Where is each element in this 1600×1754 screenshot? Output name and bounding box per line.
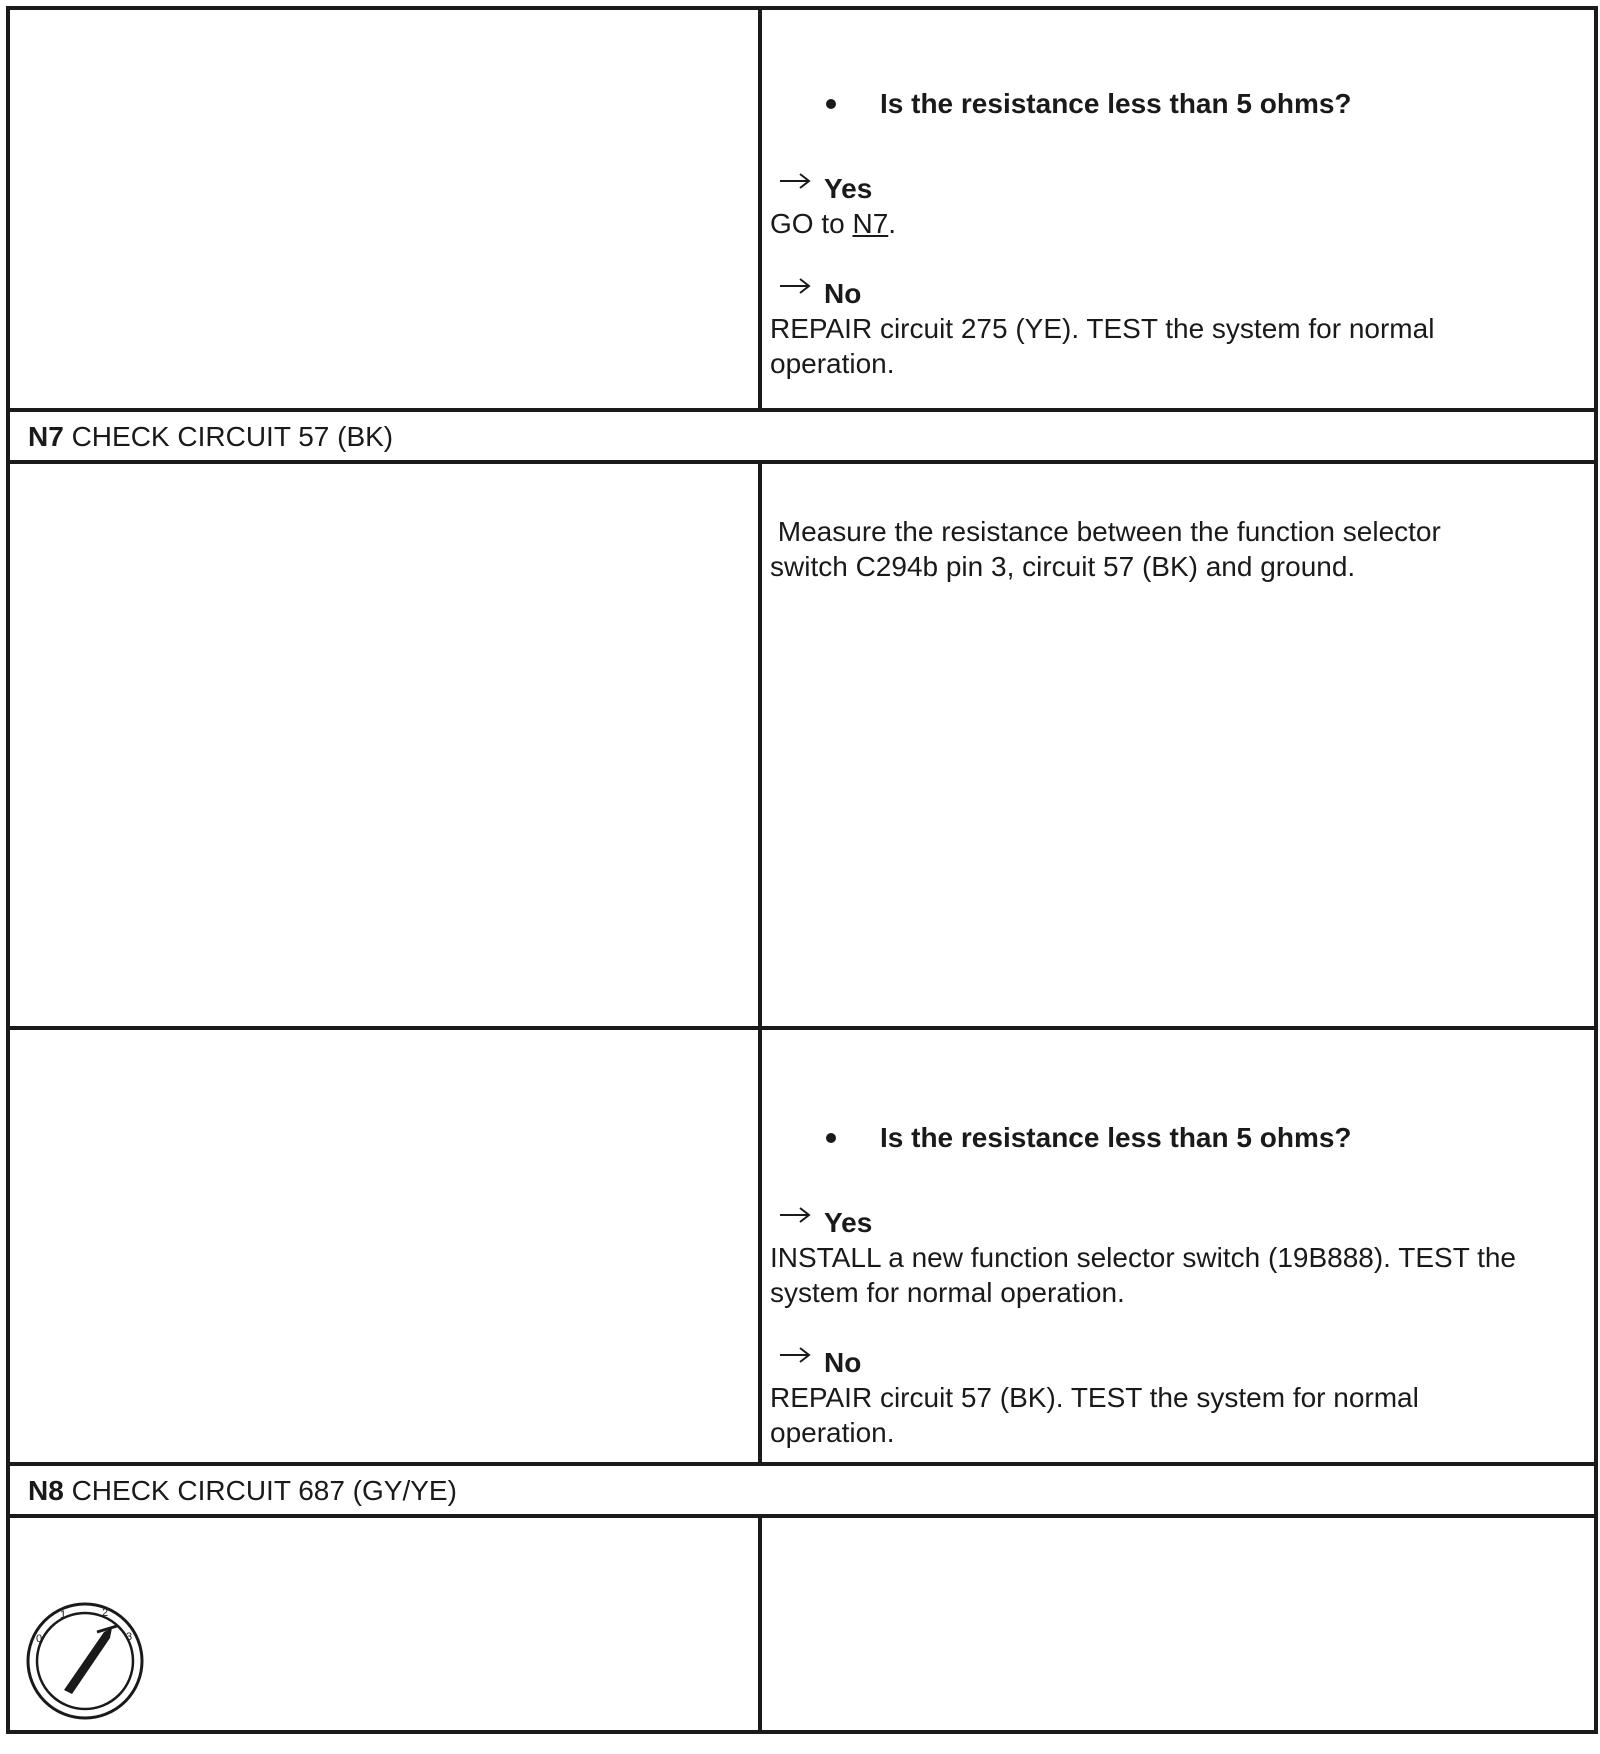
- dial-position-1: 1: [60, 1609, 67, 1621]
- illustration-cell: [8, 8, 760, 410]
- arrow-right-icon: [778, 276, 814, 296]
- no-answer-label: No: [770, 276, 1586, 311]
- instruction-cell: [760, 1028, 1596, 1464]
- bullet-icon: [826, 99, 836, 109]
- illustration-cell: [8, 1028, 760, 1464]
- instruction-cell: [760, 8, 1596, 410]
- question-item: [770, 86, 1586, 121]
- arrow-right-icon: [778, 1205, 814, 1225]
- yes-answer-label: Yes: [770, 1205, 1586, 1240]
- step-header-row: [8, 410, 1596, 462]
- no-answer-label: No: [770, 1345, 1586, 1380]
- dial-position-2: 2: [102, 1607, 109, 1619]
- yes-answer-label: Yes: [770, 171, 1586, 206]
- table-row: [8, 462, 1596, 1028]
- step-header-n7: [8, 410, 1596, 462]
- arrow-right-icon: [778, 1345, 814, 1365]
- instruction-cell: [760, 462, 1596, 1028]
- question-item: [770, 1120, 1586, 1155]
- yes-answer-text: GO to N7.: [770, 208, 897, 239]
- table-row: [8, 1516, 1596, 1732]
- step-header-n8: [8, 1464, 1596, 1516]
- table-row: [8, 8, 1596, 410]
- dial-position-0: 0: [36, 1633, 43, 1645]
- step-header-row: [8, 1464, 1596, 1516]
- diagnostic-page: [6, 6, 1594, 1748]
- step-title: CHECK CIRCUIT 57 (BK): [71, 420, 394, 452]
- no-answer-text: REPAIR circuit 275 (YE). TEST the system for normal operation.: [770, 313, 1435, 379]
- illustration-cell: [8, 1516, 760, 1732]
- step-id: N8: [28, 1474, 64, 1506]
- no-answer-text: REPAIR circuit 57 (BK). TEST the system for normal operation.: [770, 1382, 1419, 1448]
- illustration-cell: [8, 462, 760, 1028]
- question-text: Is the resistance less than 5 ohms?: [880, 1122, 1352, 1153]
- n7-link[interactable]: N7: [852, 208, 889, 239]
- yes-answer-text: INSTALL a new function selector switch (19B888). TEST the system for normal operation.: [770, 1242, 1516, 1308]
- dial-position-3: 3: [126, 1631, 133, 1643]
- table-row: [8, 1028, 1596, 1464]
- step-id: N7: [28, 420, 64, 452]
- step-title: CHECK CIRCUIT 687 (GY/YE): [71, 1474, 457, 1506]
- measure-instruction: Measure the resistance between the function selector switch C294b pin 3, circuit 57 (BK) and ground.: [770, 516, 1441, 582]
- ignition-switch-icon: [22, 1598, 148, 1724]
- bullet-icon: [826, 1133, 836, 1143]
- arrow-right-icon: [778, 171, 814, 191]
- question-text: Is the resistance less than 5 ohms?: [880, 88, 1352, 119]
- instruction-cell: [760, 1516, 1596, 1732]
- key-pointer: [64, 1628, 112, 1694]
- diagnostic-table: [6, 6, 1598, 1734]
